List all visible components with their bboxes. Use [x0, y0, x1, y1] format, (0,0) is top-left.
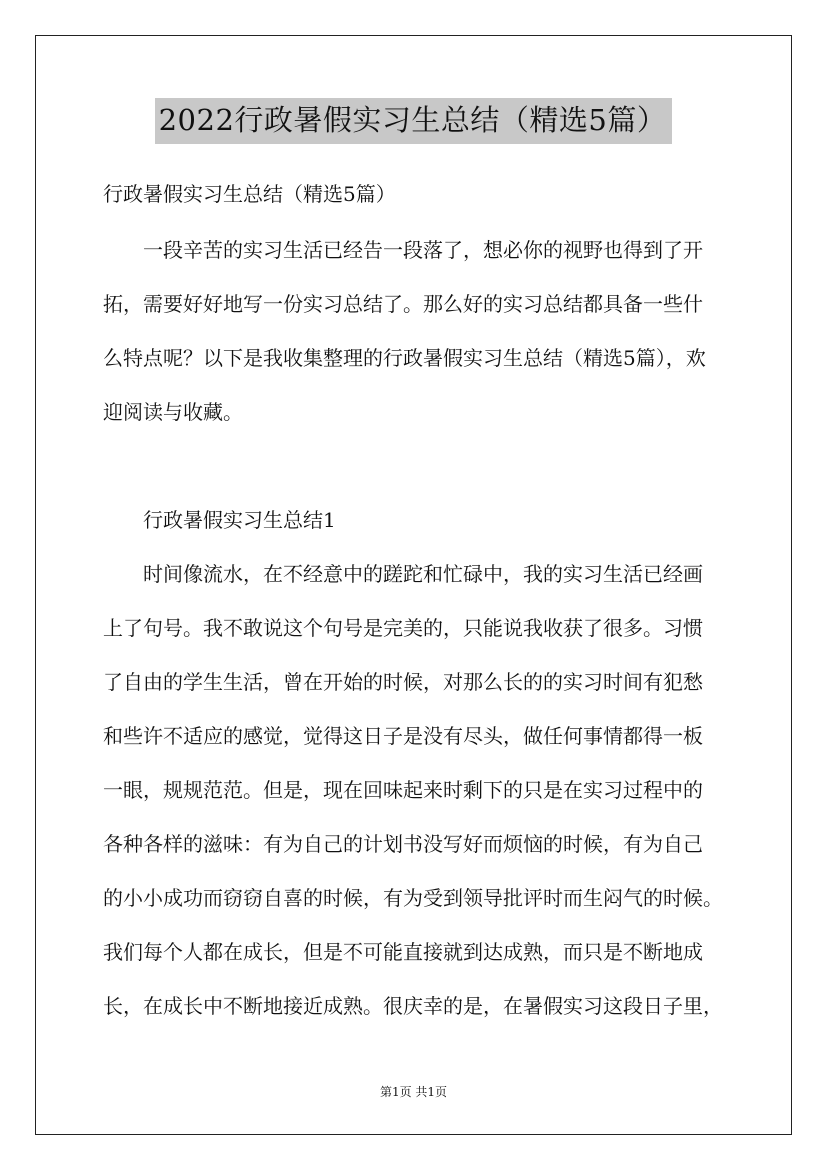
document-title: 2022行政暑假实习生总结（精选5篇）: [155, 98, 673, 144]
body-line: 长，在成长中不断地接近成熟。很庆幸的是，在暑假实习这段日子里，: [103, 994, 723, 1018]
intro-line: 迎阅读与收藏。: [103, 400, 243, 424]
body-line: 了自由的学生生活，曾在开始的时候，对那么长的的实习时间有犯愁: [103, 670, 703, 694]
body-line: 我们每个人都在成长，但是不可能直接就到达成熟，而只是不断地成: [103, 940, 703, 964]
body-line: 上了句号。我不敢说这个句号是完美的，只能说我收获了很多。习惯: [103, 616, 703, 640]
page-footer: 第1页 共1页: [379, 1085, 448, 1099]
document-subtitle: 行政暑假实习生总结（精选5篇）: [103, 182, 396, 206]
intro-line: 么特点呢？以下是我收集整理的行政暑假实习生总结（精选5篇），欢: [103, 346, 706, 370]
body-line: 各种各样的滋味：有为自己的计划书没写好而烦恼的时候，有为自己: [103, 832, 703, 856]
title-container: [0, 98, 827, 144]
intro-line: 一段辛苦的实习生活已经告一段落了，想必你的视野也得到了开: [143, 238, 703, 262]
body-line: 和些许不适应的感觉，觉得这日子是没有尽头，做任何事情都得一板: [103, 724, 703, 748]
section-heading: 行政暑假实习生总结1: [143, 508, 336, 532]
body-line: 的小小成功而窃窃自喜的时候，有为受到领导批评时而生闷气的时候。: [103, 886, 723, 910]
body-line: 时间像流水，在不经意中的蹉跎和忙碌中，我的实习生活已经画: [143, 562, 703, 586]
body-line: 一眼，规规范范。但是，现在回味起来时剩下的只是在实习过程中的: [103, 778, 703, 802]
intro-line: 拓，需要好好地写一份实习总结了。那么好的实习总结都具备一些什: [103, 292, 703, 316]
